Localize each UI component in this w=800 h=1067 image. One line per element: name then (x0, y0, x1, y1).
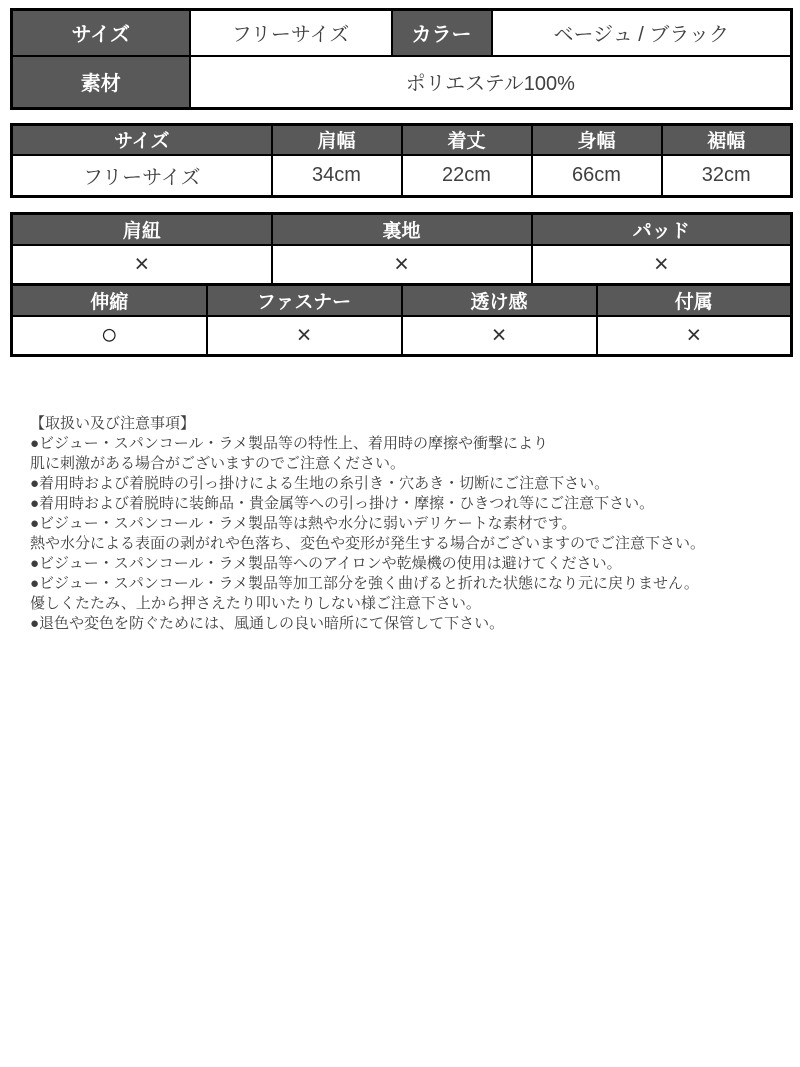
care-note-line: ●退色や変色を防ぐためには、風通しの良い暗所にて保管して下さい。 (30, 615, 505, 632)
feature-value-pad: × (532, 245, 792, 285)
features-table-a (10, 212, 793, 286)
feature-header-sheerness: 透け感 (402, 285, 597, 316)
care-notes-title: 【取扱い及び注意事項】 (30, 415, 196, 432)
care-note-line: ●ビジュー・スパンコール・ラメ製品等加工部分を強く曲げると折れた状態になり元に戻りません。 (30, 575, 699, 592)
feature-value-stretch: ○ (12, 316, 207, 356)
feature-value-lining: × (272, 245, 532, 285)
size-value-cell: フリーサイズ (190, 10, 392, 56)
measure-header-shoulder: 肩幅 (272, 125, 402, 155)
measure-value-hem-width: 32cm (662, 155, 792, 197)
features-table-b (10, 283, 793, 357)
care-note-line: 肌に刺激がある場合がございますのでご注意ください。 (30, 455, 406, 472)
feature-value-zipper: × (207, 316, 402, 356)
care-note-line: ●ビジュー・スパンコール・ラメ製品等は熱や水分に弱いデリケートな素材です。 (30, 515, 577, 532)
measure-value-body-width: 66cm (532, 155, 662, 197)
care-note-line: ●着用時および着脱時に装飾品・貴金属等への引っ掛け・摩擦・ひきつれ等にご注意下さい。 (30, 495, 655, 512)
measure-value-shoulder: 34cm (272, 155, 402, 197)
measure-header-body-width: 身幅 (532, 125, 662, 155)
measure-value-size: フリーサイズ (12, 155, 272, 197)
measure-header-length: 着丈 (402, 125, 532, 155)
material-header-cell: 素材 (12, 56, 190, 109)
feature-value-sheerness: × (402, 316, 597, 356)
material-value-cell: ポリエステル100% (190, 56, 792, 109)
feature-value-strap: × (12, 245, 272, 285)
color-value-cell: ベージュ / ブラック (492, 10, 792, 56)
care-notes-section (30, 414, 790, 634)
size-header-cell: サイズ (12, 10, 190, 56)
care-note-line: 優しくたたみ、上から押さえたり叩いたりしない様ご注意下さい。 (30, 595, 481, 612)
care-note-line: 熱や水分による表面の剥がれや色落ち、変色や変形が発生する場合がございますのでご注意下さい。 (30, 535, 706, 552)
feature-header-stretch: 伸縮 (12, 285, 207, 316)
feature-header-strap: 肩紐 (12, 214, 272, 245)
measure-header-hem-width: 裾幅 (662, 125, 792, 155)
feature-value-accessory: × (597, 316, 792, 356)
measurements-table (10, 123, 793, 198)
feature-header-lining: 裏地 (272, 214, 532, 245)
care-note-line: ●ビジュー・スパンコール・ラメ製品等へのアイロンや乾燥機の使用は避けてください。 (30, 555, 622, 572)
size-color-material-table (10, 8, 793, 110)
feature-header-zipper: ファスナー (207, 285, 402, 316)
measure-value-length: 22cm (402, 155, 532, 197)
care-note-line: ●ビジュー・スパンコール・ラメ製品等の特性上、着用時の摩擦や衝撃により (30, 435, 549, 452)
feature-header-accessory: 付属 (597, 285, 792, 316)
color-header-cell: カラー (392, 10, 492, 56)
feature-header-pad: パッド (532, 214, 792, 245)
measure-header-size: サイズ (12, 125, 272, 155)
care-note-line: ●着用時および着脱時の引っ掛けによる生地の糸引き・穴あき・切断にご注意下さい。 (30, 475, 610, 492)
